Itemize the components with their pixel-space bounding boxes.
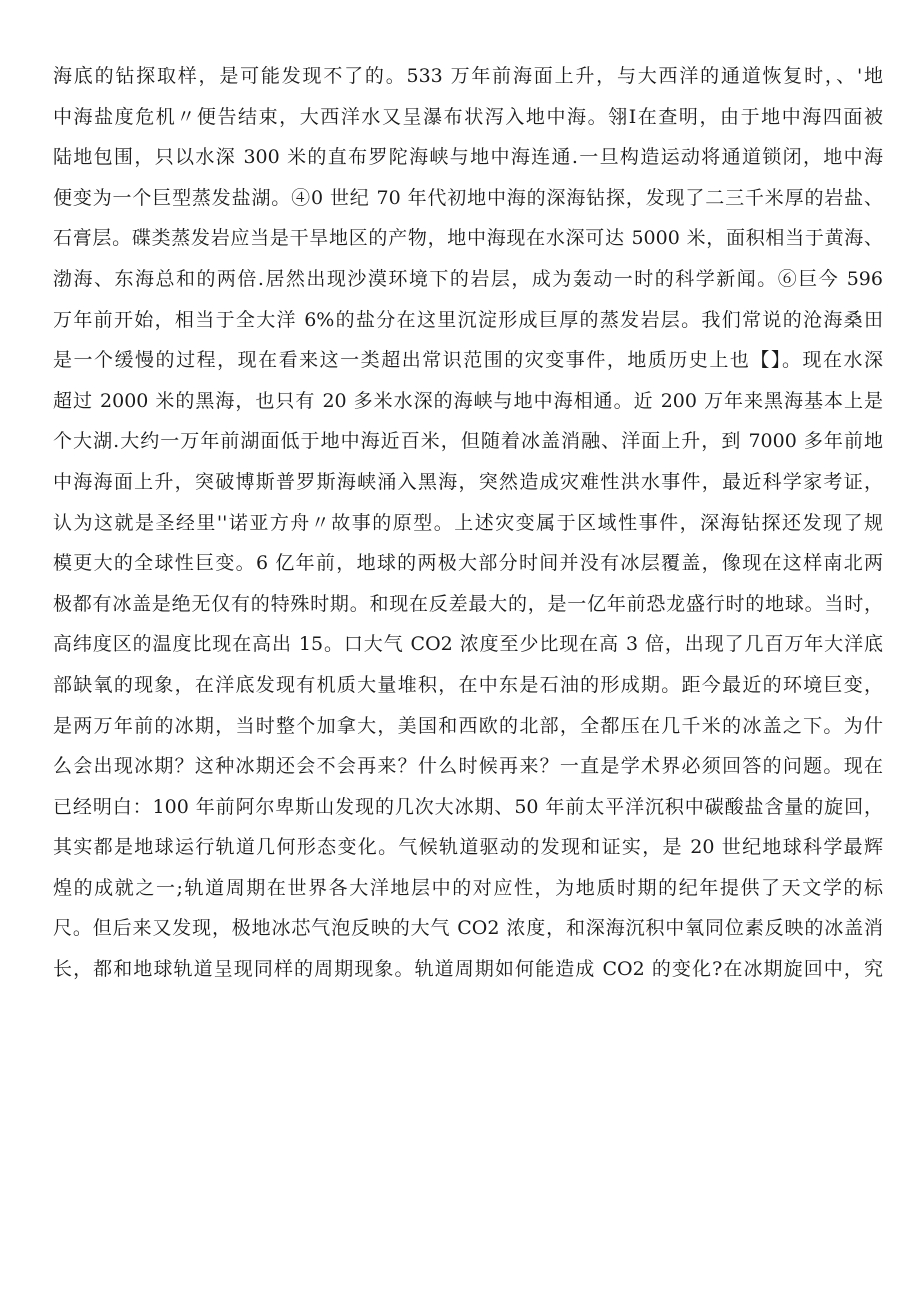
text-line: 极都有冰盖是绝无仅有的特殊时期。和现在反差最大的，是一亿年前恐龙盛行时的地球。当时， xyxy=(53,592,883,615)
text-line: 渤海、东海总和的两倍.居然出现沙漠环境下的岩层，成为轰动一时的科学新闻。⑥巨今 596 xyxy=(53,267,883,290)
text-line: 是两万年前的冰期，当时整个加拿大，美国和西欧的北部，全都压在几千米的冰盖之下。为什 xyxy=(53,714,883,737)
text-line: 万年前开始，相当于全大洋 6%的盐分在这里沉淀形成巨厚的蒸发岩层。我们常说的沧海桑田 xyxy=(53,308,883,331)
text-line: 部缺氧的现象，在洋底发现有机质大量堆积，在中东是石油的形成期。距今最近的环境巨变， xyxy=(53,673,883,696)
text-line: 便变为一个巨型蒸发盐湖。④0 世纪 70 年代初地中海的深海钻探，发现了二三千米厚的岩盐、 xyxy=(53,186,883,209)
text-line: 煌的成就之一;轨道周期在世界各大洋地层中的对应性，为地质时期的纪年提供了天文学的标 xyxy=(53,876,883,899)
text-line: 超过 2000 米的黑海，也只有 20 多米水深的海峡与地中海相通。近 200 万年来黑海基本上是 xyxy=(53,389,883,412)
text-line: 高纬度区的温度比现在高出 15。口大气 CO2 浓度至少比现在高 3 倍，出现了几百万年大洋底 xyxy=(53,633,883,656)
text-line: 模更大的全球性巨变。6 亿年前，地球的两极大部分时间并没有冰层覆盖，像现在这样南北两 xyxy=(53,552,883,575)
text-line: 海底的钻探取样，是可能发现不了的。533 万年前海面上升，与大西洋的通道恢复时，、'地 xyxy=(53,65,883,87)
text-line: 中海盐度危机〃便告结束，大西洋水又呈瀑布状泻入地中海。翎Ⅰ在查明，由于地中海四面被 xyxy=(53,105,883,128)
text-line: 长，都和地球轨道呈现同样的周期现象。轨道周期如何能造成 CO2 的变化?在冰期旋回中，究 xyxy=(53,958,883,981)
text-line: 已经明白：100 年前阿尔卑斯山发现的几次大冰期、50 年前太平洋沉积中碳酸盐含量的旋回， xyxy=(53,795,883,818)
text-line: 么会出现冰期？这种冰期还会不会再来？什么时候再来？一直是学术界必须回答的问题。现在 xyxy=(53,755,883,778)
text-line: 是一个缓慢的过程，现在看来这一类超出常识范围的灾变事件，地质历史上也【】。现在水深 xyxy=(53,349,883,372)
text-line: 个大湖.大约一万年前湖面低于地中海近百米，但随着冰盖消融、洋面上升，到 7000 多年前地 xyxy=(53,430,883,453)
text-line: 中海海面上升，突破博斯普罗斯海峡涌入黑海，突然造成灾难性洪水事件，最近科学家考证， xyxy=(53,470,883,493)
text-line: 其实都是地球运行轨道几何形态变化。气候轨道驱动的发现和证实，是 20 世纪地球科学最辉 xyxy=(53,836,883,859)
text-line: 尺。但后来又发现，极地冰芯气泡反映的大气 CO2 浓度，和深海沉积中氧同位素反映的冰盖消 xyxy=(53,917,883,940)
body-text xyxy=(53,56,883,990)
text-line: 认为这就是圣经里''诺亚方舟〃故事的原型。上述灾变属于区域性事件，深海钻探还发现了规 xyxy=(53,511,883,534)
text-line: 石膏层。碟类蒸发岩应当是干旱地区的产物，地中海现在水深可达 5000 米，面积相当于黄海、 xyxy=(53,227,883,250)
text-line: 陆地包围，只以水深 300 米的直布罗陀海峡与地中海连通.一旦构造运动将通道锁闭，地中海 xyxy=(53,146,883,169)
